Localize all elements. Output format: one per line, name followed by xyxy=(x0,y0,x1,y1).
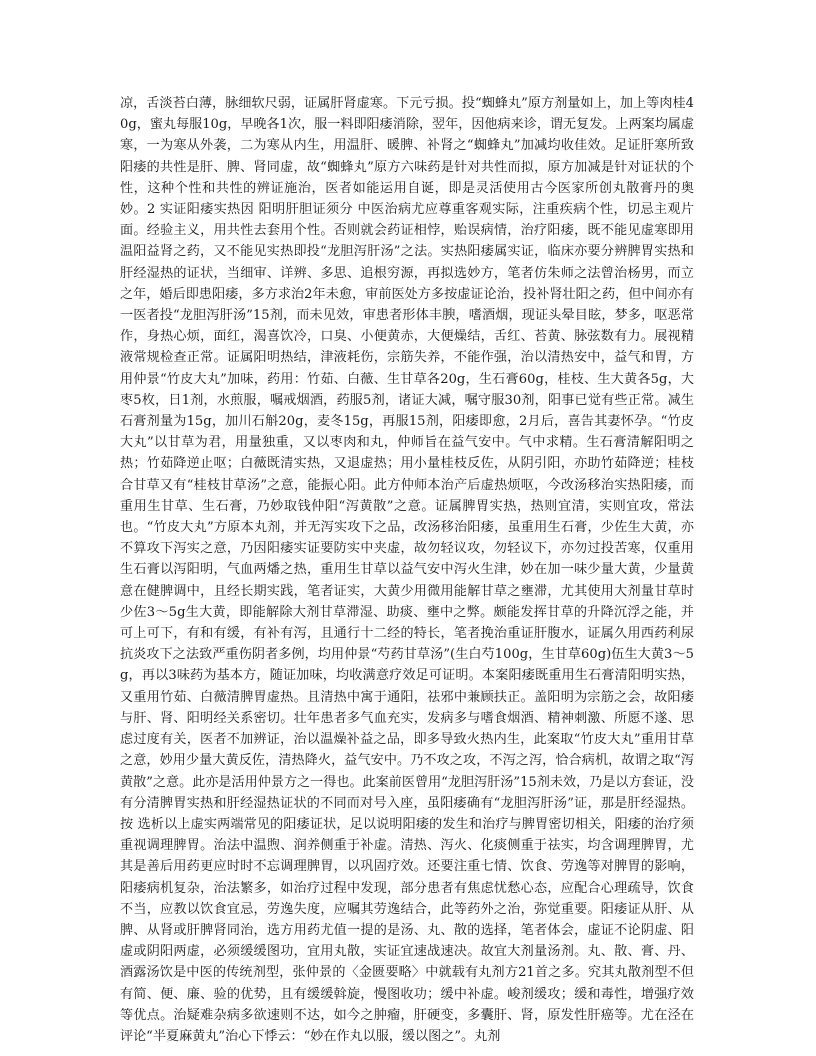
body-paragraph: 凉，舌淡苔白薄，脉细软尺弱，证属肝肾虚寒。下元亏损。投“蜘蜂丸”原方剂量如上，加上等肉桂40g，蜜丸每服10g，早晚各1次，服一料即阳痿消除，翌年，因他病来诊，谓无复发。上两案均属虚寒，一为寒从外袭，二为寒从内生，用温肝、暖脾、补肾之“蜘蜂丸”加减均收佳效。足证肝寒所致阳痿的共性是肝、脾、肾同虚，故“蜘蜂丸”原方六味药是针对共性而拟，原方加减是针对证状的个性，这种个性和共性的辨证施治，医者如能运用自诞，即是灵活使用古今医家所创丸散膏丹的奥妙。2 实证阳痿实热因 阳明肝胆证须分 中医治病尤应尊重客观实际，注重疾病个性，切忌主观片面。经验主义，用共性去套用个性。否则就会药证相悖，贻误病情，治疗阳痿，既不能见虚寒即用温阳益肾之药，又不能见实热即投“龙胆泻肝汤”之法。实热阳痿属实证，临床亦要分辨脾胃实热和肝经湿热的证状，当细审、详辨、多思、追根穷源，再拟选妙方，笔者仿朱师之法曾治杨男，而立之年，婚后即患阳痿，多方求治2年未愈，审前医处方多按虚证论治，投补肾壮阳之药，但中间亦有一医者投“龙胆泻肝汤”15剂，而未见效，审患者形体丰腴，嗜酒烟，现证头晕目眩，梦多，呕恶常作，身热心烦，面红，渴喜饮冷，口臭、小便黄赤，大便燥结，舌红、苔黄、脉弦数有力。展视精液常规检查正常。证属阳明热结，津液耗伤，宗筋失养，不能作强，治以清热安中，益气和胃，方用仲景“竹皮大丸”加味，药用：竹茹、白薇、生甘草各20g，生石膏60g，桂枝、生大黄各5g，大枣5枚，日1剂，水煎服，嘱戒烟酒，药服5剂，诸证大减，嘱守服30剂，阳事已觉有些正常。减生石膏剂量为15g，加川石斛20g，麦冬15g，再服15剂，阳痿即愈，2月后，喜告其妻怀孕。“竹皮大丸”以甘草为君，用量独重，又以枣肉和丸，仲师旨在益气安中。气中求精。生石膏清解阳明之热；竹茹降逆止呕；白薇既清实热，又退虚热；用小量桂枝反佐，从阴引阳，亦助竹茹降逆；桂枝合甘草又有“桂枝甘草汤”之意，能振心阳。此方仲师本治产后虚热烦呕，今改汤移治实热阳痿，而重用生甘草、生石膏，乃妙取钱仲阳“泻黄散”之意。证属脾胃实热，热则宜清，实则宜攻，常法也。“竹皮大丸”方原本丸剂，并无泻实攻下之品，改汤移治阳痿，虽重用生石膏，少佐生大黄，亦不算攻下泻实之意，乃因阳痿实证要防实中夹虚，故勿轻议攻，勿轻议下，亦勿过投苦寒，仅重用生石膏以泻阳明，气血两燔之热，重用生甘草以益气安中泻火生津，妙在加一味少量大黄，少量黄意在健脾调中，且经长期实践，笔者证实，大黄少用微用能解甘草之壅滞，尤其使用大剂量甘草时少佐3～5g生大黄，即能解除大剂甘草滞湿、助痰、壅中之弊。颇能发挥甘草的升降沉浮之能，并可上可下，有和有缓，有补有泻，且通行十二经的特长，笔者挽治重证肝腹水，证属久用西药利尿抗炎攻下之法致严重伤阴者多例，均用仲景“芍药甘草汤”(生白芍100g，生甘草60g)伍生大黄3～5g，再以3味药为基本方，随证加味，均收满意疗效足可证明。本案阳痿既重用生石膏清阳明实热，又重用竹茹、白薇清脾胃虚热。且清热中寓于通阳，祛邪中兼顾扶正。盖阳明为宗筋之会，故阳痿与肝、肾、阳明经关系密切。壮年患者多气血充实，发病多与嗜食烟酒、精神刺激、所愿不遂、思虑过度有关，医者不加辨证，治以温燥补益之品，即多导致火热内生，此案取“竹皮大丸”重用甘草之意，妙用少量大黄反佐，清热降火，益气安中。乃不攻之攻，不泻之泻，恰合病机，故谓之取“泻黄散”之意。此亦是活用仲景方之一得也。此案前医曾用“龙胆泻肝汤”15剂未效，乃是以方套证，没有分清脾胃实热和肝经湿热证状的不同而对号入座，虽阳痿确有“龙胆泻肝汤”证，那是肝经湿热。 按 选析以上虚实两端常见的阳痿证状，足以说明阳痿的发生和治疗与脾胃密切相关，阳痿的治疗须重视调理脾胃。治法中温煦、润养侧重于补虚。清热、泻火、化痰侧重于祛实，均含调理脾胃，尤其是善后用药更应时时不忘调理脾胃，以巩固疗效。还要注重七情、饮食、劳逸等对脾胃的影响，阳痿病机复杂，治法繁多，如治疗过程中发现，部分患者有焦虑忧愁心态，应配合心理疏导，饮食不当，应教以饮食宜忌，劳逸失度，应嘱其劳逸结合，此等药外之治，弥觉重要。阳痿证从肝、从脾、从肾或肝脾肾同治，选方用药尤值一提的是汤、丸、散的选择，笔者体会，虚证不论阴虚、阳虚或阴阳两虚，必须缓缓图功，宜用丸散，实证宜速战速决。故宜大剂量汤剂。丸、散、膏、丹、酒露汤饮是中医的传统剂型，张仲景的〈金匮要略〉中就载有丸剂方21首之多。究其丸散剂型不但有简、便、廉、验的优势，且有缓缓斡旋，慢图收功；缓中补虚。峻剂缓攻；缓和毒性，增强疗效等优点。治疑难杂病多欲速则不达，如今之肿瘤，肝硬变，多囊肝、肾，原发性肝癌等。尤在泾在评论“半夏麻黄丸”治心下悸云：“妙在作丸以服，缓以图之”。丸剂 xyxy=(120,96,694,1044)
